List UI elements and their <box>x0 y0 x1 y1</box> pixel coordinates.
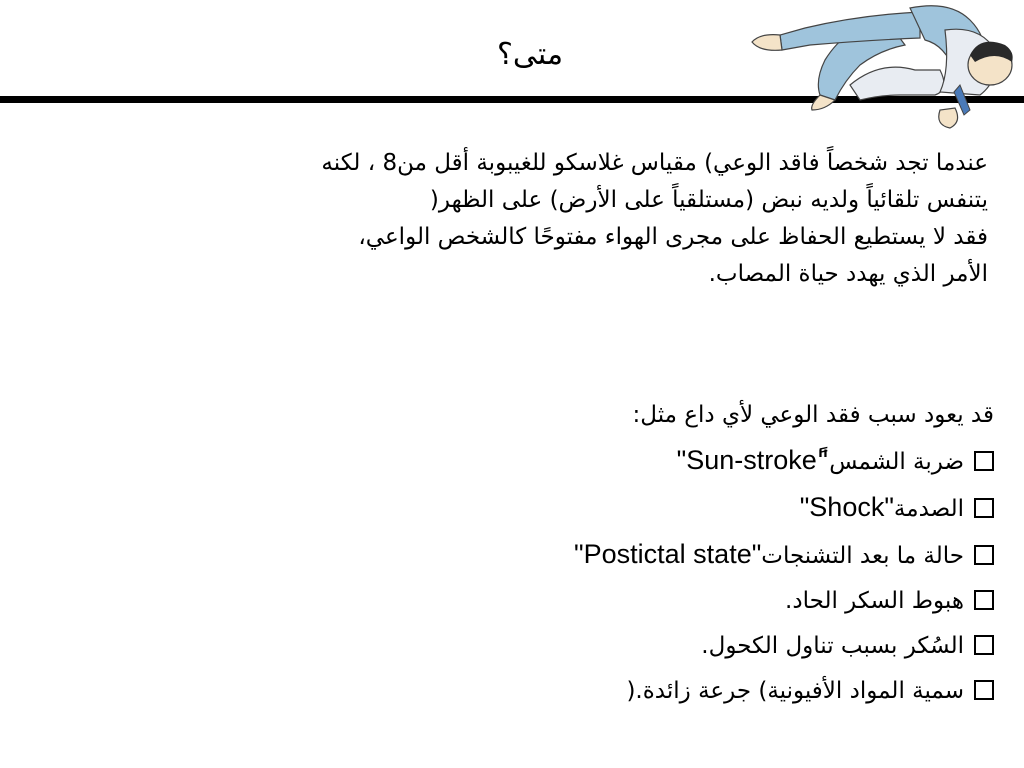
checkbox-icon <box>974 545 994 565</box>
cause-english: "Sun-stroke"ً <box>676 445 830 475</box>
cause-arabic: حالة ما بعد التشنجات <box>761 543 964 569</box>
causes-heading: قد يعود سبب فقد الوعي لأي داع مثل: <box>632 402 994 428</box>
list-item <box>300 438 994 485</box>
recovery-position-illustration <box>740 0 1024 140</box>
intro-line: يتنفس تلقائياً ولديه نبض (مستلقياً على الأرض) على الظهر( <box>429 187 988 213</box>
cause-arabic: السُكر بسبب تناول الكحول. <box>701 633 964 659</box>
slide-title: متى؟ <box>496 37 564 72</box>
list-item <box>300 485 994 532</box>
causes-section <box>300 393 994 714</box>
checkbox-icon <box>974 498 994 518</box>
cause-arabic: سمية المواد الأفيونية) جرعة زائدة.( <box>626 678 964 704</box>
list-item <box>300 579 994 624</box>
checkbox-icon <box>974 451 994 471</box>
checkbox-icon <box>974 635 994 655</box>
cause-english: "Postictal state" <box>574 539 762 569</box>
cause-arabic: الصدمة <box>893 496 964 522</box>
intro-paragraph <box>40 145 988 293</box>
checkbox-icon <box>974 680 994 700</box>
checkbox-icon <box>974 590 994 610</box>
list-item <box>300 624 994 669</box>
causes-list <box>300 438 994 714</box>
intro-line: الأمر الذي يهدد حياة المصاب. <box>708 261 988 287</box>
intro-line: فقد لا يستطيع الحفاظ على مجرى الهواء مفتوحًا كالشخص الواعي، <box>358 224 988 250</box>
cause-english: "Shock" <box>799 492 894 522</box>
list-item <box>300 532 994 579</box>
intro-line: عندما تجد شخصاً فاقد الوعي) مقياس غلاسكو للغيبوبة أقل من8 ، لكنه <box>321 150 988 176</box>
list-item <box>300 669 994 714</box>
cause-arabic: ضربة الشمس <box>829 449 964 475</box>
cause-arabic: هبوط السكر الحاد. <box>785 588 964 614</box>
